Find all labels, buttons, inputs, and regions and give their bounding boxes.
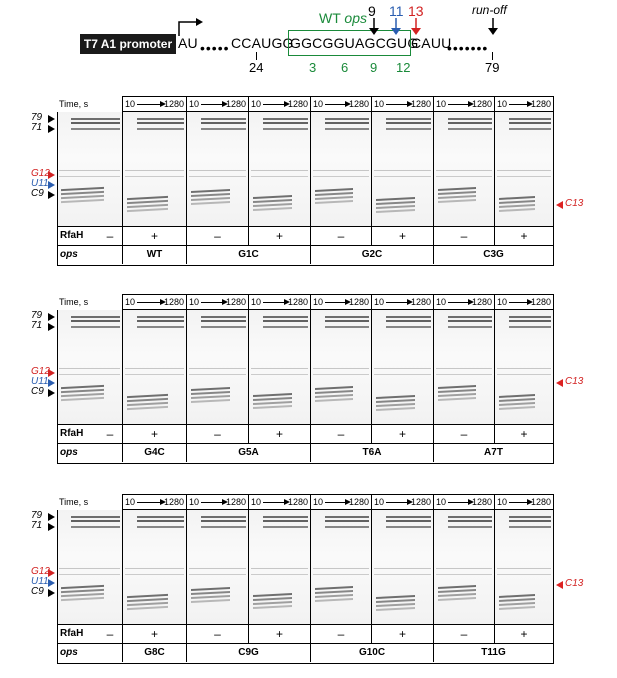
side-label-c9-2: C9 <box>31 386 44 397</box>
rfah-label: RfaH <box>57 227 123 245</box>
time-start: 10 <box>374 497 385 507</box>
rfah-plus: + <box>123 227 187 245</box>
time-end: 1280 <box>163 497 184 507</box>
time-start: 10 <box>125 297 136 307</box>
time-label: Time, s <box>57 294 123 310</box>
time-start: 10 <box>497 497 508 507</box>
time-start: 10 <box>374 99 385 109</box>
side-label-71-2: 71 <box>31 320 43 331</box>
time-end: 1280 <box>163 297 184 307</box>
side-marker-icon <box>48 369 55 377</box>
time-start: 10 <box>497 99 508 109</box>
tick-24 <box>256 52 257 60</box>
rfah-minus: – <box>311 227 372 245</box>
marker-13-arrow-icon <box>410 18 422 36</box>
rfah-plus: + <box>495 625 554 643</box>
ops-variant-label: C9G <box>187 644 311 662</box>
time-start: 10 <box>189 497 200 507</box>
side-label-g12-2: G12 <box>31 366 50 377</box>
side-marker-icon <box>48 579 55 587</box>
time-end: 1280 <box>471 99 492 109</box>
gel-panel-1 <box>57 96 554 266</box>
side-marker-icon <box>48 379 55 387</box>
t7-promoter-box <box>80 34 176 54</box>
time-end: 1280 <box>225 497 246 507</box>
panel-border <box>57 96 554 266</box>
time-start: 10 <box>251 497 262 507</box>
time-end: 1280 <box>410 297 431 307</box>
time-end: 1280 <box>163 99 184 109</box>
side-marker-icon <box>48 313 55 321</box>
ops-tick-3: 3 <box>309 60 317 75</box>
ops-row-label: ops <box>57 246 123 264</box>
rfah-plus: + <box>372 227 434 245</box>
time-end: 1280 <box>530 99 551 109</box>
time-end: 1280 <box>348 297 369 307</box>
side-label-g12-3: G12 <box>31 566 50 577</box>
side-marker-icon <box>48 323 55 331</box>
seq-end: CAUU <box>411 35 452 51</box>
tick-79 <box>492 52 493 60</box>
time-start: 10 <box>125 497 136 507</box>
rfah-minus: – <box>311 625 372 643</box>
ops-variant-label: G1C <box>187 246 311 264</box>
side-label-c13-3: C13 <box>565 578 584 589</box>
ops-row-label: ops <box>57 644 123 662</box>
ops-variant-label: G5A <box>187 444 311 462</box>
time-label: Time, s <box>57 494 123 510</box>
pos-24: 24 <box>249 60 264 75</box>
seq-mid: CCAUGG <box>231 35 294 51</box>
rfah-plus: + <box>495 425 554 443</box>
rfah-minus: – <box>106 229 114 243</box>
promoter-label: T7 A1 promoter <box>83 37 173 51</box>
side-marker-icon <box>48 389 55 397</box>
time-end: 1280 <box>471 497 492 507</box>
side-marker-icon <box>48 513 55 521</box>
runoff-arrow-icon <box>487 18 499 36</box>
rfah-plus: + <box>372 425 434 443</box>
gel-panel-3 <box>57 494 554 664</box>
rfah-plus: + <box>123 625 187 643</box>
time-start: 10 <box>374 297 385 307</box>
marker-9-arrow-icon <box>368 18 380 36</box>
side-label-71-3: 71 <box>31 520 43 531</box>
time-label: Time, s <box>57 96 123 112</box>
time-end: 1280 <box>225 99 246 109</box>
ops-variant-label: G4C <box>123 444 187 462</box>
time-end: 1280 <box>287 99 308 109</box>
side-label-79-1: 79 <box>31 112 43 123</box>
side-marker-icon <box>48 181 55 189</box>
side-marker-icon <box>48 191 55 199</box>
ops-row-label: ops <box>57 444 123 462</box>
time-start: 10 <box>313 99 324 109</box>
side-label-79-2: 79 <box>31 310 43 321</box>
ops-variant-label: T6A <box>311 444 434 462</box>
ops-variant-label: T11G <box>434 644 554 662</box>
side-label-c9-3: C9 <box>31 586 44 597</box>
rfah-plus: + <box>372 625 434 643</box>
rfah-label: RfaH <box>57 425 123 443</box>
rfah-plus: + <box>249 227 311 245</box>
marker-9-label: 9 <box>368 3 376 19</box>
seq-dots-left: ••••• <box>200 40 230 56</box>
side-marker-icon <box>48 171 55 179</box>
time-start: 10 <box>189 297 200 307</box>
ops-tick-6: 6 <box>341 60 349 75</box>
side-label-u11-3: U11 <box>31 576 49 587</box>
ops-variant-label: A7T <box>434 444 554 462</box>
time-start: 10 <box>313 497 324 507</box>
ops-title: WT ops <box>319 10 367 26</box>
rfah-minus: – <box>187 625 249 643</box>
time-end: 1280 <box>287 497 308 507</box>
rfah-minus: – <box>106 627 114 641</box>
rfah-minus: – <box>434 425 495 443</box>
side-marker-icon <box>48 569 55 577</box>
time-end: 1280 <box>287 297 308 307</box>
time-start: 10 <box>497 297 508 307</box>
rfah-plus: + <box>249 625 311 643</box>
rfah-minus: – <box>106 427 114 441</box>
pos-79: 79 <box>485 60 500 75</box>
runoff-label: run-off <box>472 3 507 17</box>
side-label-c13-1: C13 <box>565 198 584 209</box>
side-marker-icon <box>48 523 55 531</box>
side-label-u11-2: U11 <box>31 376 49 387</box>
time-start: 10 <box>251 297 262 307</box>
side-label-c13-2: C13 <box>565 376 584 387</box>
seq-au: AU <box>178 35 198 51</box>
side-label-71-1: 71 <box>31 122 43 133</box>
ops-tick-12: 12 <box>396 60 411 75</box>
time-start: 10 <box>436 497 447 507</box>
rfah-minus: – <box>434 625 495 643</box>
side-marker-icon <box>48 125 55 133</box>
rfah-minus: – <box>187 227 249 245</box>
c13-marker-icon <box>556 201 563 209</box>
time-start: 10 <box>189 99 200 109</box>
time-end: 1280 <box>471 297 492 307</box>
rfah-minus: – <box>311 425 372 443</box>
panel-border <box>57 294 554 464</box>
side-marker-icon <box>48 589 55 597</box>
seq-ops: GGCGGUAGCGUG <box>290 35 419 51</box>
side-marker-icon <box>48 115 55 123</box>
ops-variant-label: C3G <box>434 246 554 264</box>
c13-marker-icon <box>556 581 563 589</box>
ops-variant-label: G2C <box>311 246 434 264</box>
time-end: 1280 <box>410 497 431 507</box>
side-label-u11-1: U11 <box>31 178 49 189</box>
time-end: 1280 <box>348 497 369 507</box>
time-end: 1280 <box>348 99 369 109</box>
side-label-c9-1: C9 <box>31 188 44 199</box>
ops-variant-label: G10C <box>311 644 434 662</box>
side-label-g12-1: G12 <box>31 168 50 179</box>
time-end: 1280 <box>225 297 246 307</box>
ops-tick-9: 9 <box>370 60 378 75</box>
rfah-plus: + <box>249 425 311 443</box>
time-start: 10 <box>251 99 262 109</box>
ops-variant-label: G8C <box>123 644 187 662</box>
time-end: 1280 <box>530 497 551 507</box>
seq-dots-right: ••••••• <box>447 40 489 56</box>
time-start: 10 <box>436 297 447 307</box>
time-end: 1280 <box>410 99 431 109</box>
side-label-79-3: 79 <box>31 510 43 521</box>
rfah-plus: + <box>123 425 187 443</box>
marker-13-label: 13 <box>408 3 424 19</box>
ops-variant-label: WT <box>123 246 187 264</box>
rfah-label: RfaH <box>57 625 123 643</box>
time-end: 1280 <box>530 297 551 307</box>
marker-11-label: 11 <box>389 3 404 19</box>
time-start: 10 <box>313 297 324 307</box>
c13-marker-icon <box>556 379 563 387</box>
rfah-minus: – <box>187 425 249 443</box>
time-start: 10 <box>436 99 447 109</box>
time-start: 10 <box>125 99 136 109</box>
rfah-plus: + <box>495 227 554 245</box>
panel-border <box>57 494 554 664</box>
gel-panel-2 <box>57 294 554 464</box>
marker-11-arrow-icon <box>390 18 402 36</box>
rfah-minus: – <box>434 227 495 245</box>
